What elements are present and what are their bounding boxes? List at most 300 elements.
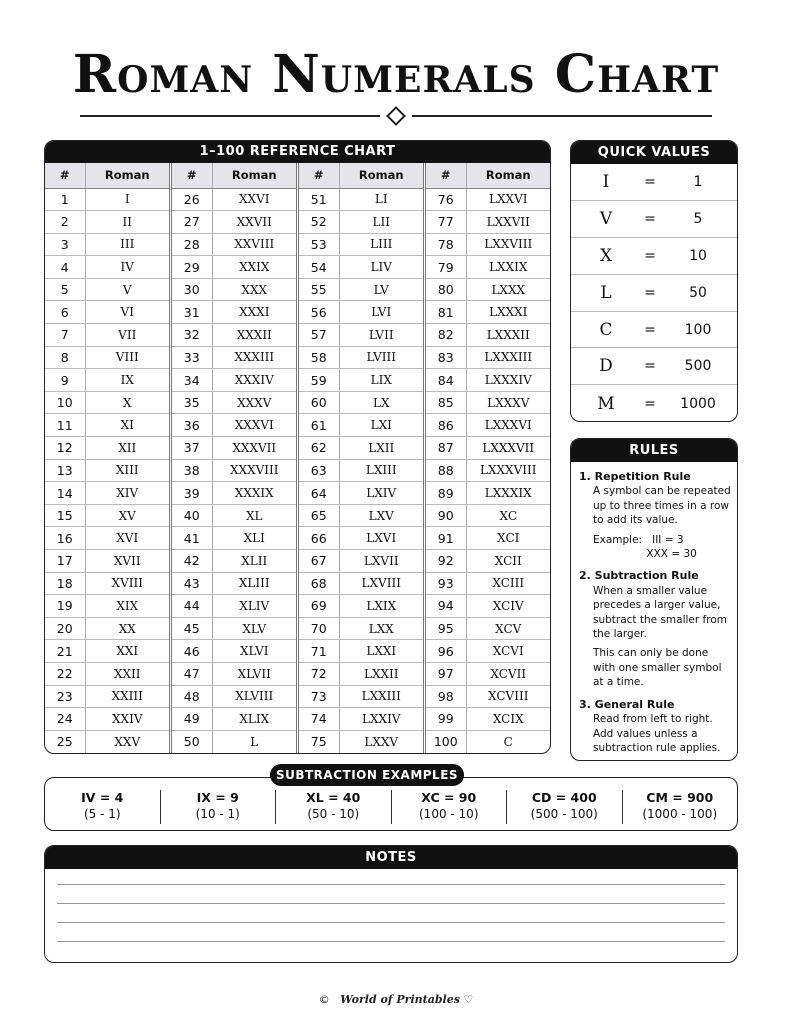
table-row [299,527,423,550]
quick-values-header: QUICK VALUES [571,141,737,164]
table-row [299,662,423,685]
table-row [172,685,296,708]
roman-numeral-cell: XLI [212,527,296,550]
reference-chart [44,140,551,754]
arabic-number-cell: 94 [426,595,466,618]
quick-value-symbol: L [600,282,612,303]
arabic-number-cell: 32 [172,324,212,347]
table-row [172,346,296,369]
rules-body [571,462,737,755]
reference-column [423,163,550,753]
arabic-number-cell: 52 [299,211,339,234]
table-row [45,730,169,753]
table-row [45,685,169,708]
roman-numeral-cell: I [85,188,169,211]
quick-value-symbol: V [599,208,613,229]
roman-numeral-cell: LXXXIV [466,369,550,392]
roman-numeral-cell: XVI [85,527,169,550]
title-divider-right [412,115,712,117]
table-row [45,527,169,550]
roman-numeral-cell: XL [212,504,296,527]
arabic-number-cell: 58 [299,346,339,369]
roman-numeral-cell: LXIV [339,482,423,505]
roman-numeral-cell: XIII [85,459,169,482]
table-row [45,301,169,324]
table-row [299,437,423,460]
roman-numeral-cell: L [212,730,296,753]
table-row [426,278,550,301]
roman-numeral-cell: LIV [339,256,423,279]
roman-numeral-cell: X [85,391,169,414]
subtraction-example-equation: XC = 90 [421,790,477,805]
arabic-number-cell: 40 [172,504,212,527]
arabic-number-cell: 63 [299,459,339,482]
roman-numeral-cell: XCII [466,550,550,573]
roman-numeral-cell: XLII [212,550,296,573]
roman-numeral-cell: LXXXI [466,301,550,324]
table-row [426,459,550,482]
subtraction-example-equation: IV = 4 [81,790,124,805]
table-row [299,414,423,437]
arabic-number-cell: 25 [56,734,73,750]
arabic-number-cell: 21 [45,640,85,663]
arabic-number-cell: 61 [299,414,339,437]
roman-numeral-cell: LXVI [339,527,423,550]
quick-value-symbol: C [599,319,613,340]
table-row [45,391,169,414]
arabic-number-cell: 80 [426,278,466,301]
table-row [45,572,169,595]
copyright-icon: © [318,993,330,1006]
roman-numeral-cell: III [85,233,169,256]
table-row [299,324,423,347]
general-rule-title: 3. General Rule [579,697,675,711]
roman-numeral-cell: V [85,278,169,301]
roman-numeral-cell: XXIII [85,685,169,708]
table-row [299,730,423,753]
table-row [172,211,296,234]
arabic-number-cell: 93 [426,572,466,595]
arabic-number-cell: 3 [45,233,85,256]
table-row [172,662,296,685]
column-header-number: # [426,163,466,188]
table-row [426,572,550,595]
subtraction-example [622,790,738,824]
arabic-number-cell: 10 [45,391,85,414]
quick-value-symbol: X [599,245,613,266]
roman-numeral-cell: LXVII [339,550,423,573]
arabic-number-cell: 69 [299,595,339,618]
table-row [426,256,550,279]
table-row [45,233,169,256]
arabic-number-cell: 96 [426,640,466,663]
arabic-number-cell: 44 [172,595,212,618]
roman-numeral-cell: LXXXVI [466,414,550,437]
column-header-roman: Roman [212,163,296,188]
arabic-number-cell: 73 [299,685,339,708]
heart-icon: ♡ [463,993,474,1006]
arabic-number-cell: 53 [299,233,339,256]
arabic-number-cell: 78 [426,233,466,256]
roman-numeral-cell: LV [339,278,423,301]
roman-numeral-cell: LXX [339,617,423,640]
reference-column [296,163,423,753]
table-row [426,685,550,708]
arabic-number-cell: 50 [183,734,200,750]
roman-numeral-cell: XXXIII [212,346,296,369]
roman-numeral-cell: LXXXIII [466,346,550,369]
table-row [299,685,423,708]
table-row [172,391,296,414]
table-row [299,278,423,301]
arabic-number-cell: 26 [172,188,212,211]
quick-value-number: 1000 [680,395,716,412]
table-row [172,437,296,460]
quick-value-number: 5 [693,210,703,227]
roman-numeral-cell: LVI [339,301,423,324]
quick-value-number: 50 [689,284,707,301]
table-row [299,708,423,731]
table-row [45,346,169,369]
arabic-number-cell: 28 [172,233,212,256]
arabic-number-cell: 37 [172,437,212,460]
arabic-number-cell: 45 [172,617,212,640]
quick-value-equals: = [644,284,656,301]
subtraction-example [506,790,622,824]
table-row [45,437,169,460]
quick-value-number: 100 [684,321,712,338]
table-row [426,233,550,256]
quick-value-equals: = [644,358,656,375]
reference-column [169,163,296,753]
arabic-number-cell: 74 [299,708,339,731]
table-row [426,324,550,347]
roman-numeral-cell: LXXXII [466,324,550,347]
table-row [172,324,296,347]
arabic-number-cell: 48 [172,685,212,708]
table-row [45,188,169,211]
table-row [426,550,550,573]
roman-numeral-cell: XCVI [466,640,550,663]
roman-numeral-cell: XLV [212,617,296,640]
table-row [45,211,169,234]
quick-value-equals: = [644,173,656,190]
arabic-number-cell: 92 [426,550,466,573]
table-row [299,301,423,324]
roman-numeral-cell: XX [85,617,169,640]
column-header-number: # [45,163,85,188]
roman-numeral-cell: XXXIV [212,369,296,392]
arabic-number-cell: 57 [299,324,339,347]
roman-numeral-cell: XXVII [212,211,296,234]
arabic-number-cell: 24 [45,708,85,731]
table-row [299,572,423,595]
roman-numeral-cell: XCV [466,617,550,640]
arabic-number-cell: 17 [45,550,85,573]
roman-numeral-cell: LXXV [339,730,423,753]
table-row [299,369,423,392]
subtraction-examples-header: SUBTRACTION EXAMPLES [270,764,464,786]
roman-numeral-cell: LVII [339,324,423,347]
arabic-number-cell: 2 [45,211,85,234]
roman-numeral-cell: XI [85,414,169,437]
column-header-number: # [172,163,212,188]
table-row [299,459,423,482]
diamond-ornament-icon [386,106,406,126]
arabic-number-cell: 47 [172,662,212,685]
subtraction-example [160,790,276,824]
column-header-roman: Roman [85,163,169,188]
subtraction-rule-title: 2. Subtraction Rule [579,569,699,583]
column-header-roman: Roman [339,163,423,188]
table-row [172,459,296,482]
table-row [172,256,296,279]
table-row [426,730,550,753]
arabic-number-cell: 60 [299,391,339,414]
table-row [45,369,169,392]
table-row [299,595,423,618]
table-row [172,640,296,663]
roman-numeral-cell: XXII [85,662,169,685]
table-row [299,188,423,211]
reference-chart-columns [45,163,550,753]
arabic-number-cell: 81 [426,301,466,324]
quick-value-row [571,348,737,385]
roman-numeral-cell: XLVIII [212,685,296,708]
arabic-number-cell: 8 [45,346,85,369]
subtraction-rule-note: This can only be done with one smaller symbol at a time. [593,647,722,689]
arabic-number-cell: 88 [426,459,466,482]
title-divider-left [80,115,380,117]
arabic-number-cell: 19 [45,595,85,618]
quick-value-row [571,275,737,312]
roman-numeral-cell: XIX [85,595,169,618]
subtraction-example-equation: IX = 9 [196,790,239,805]
table-row [172,504,296,527]
subtraction-rule-text: When a smaller value precedes a larger value, subtract the smaller from the larger. [593,584,727,641]
roman-numeral-cell: LXXVII [466,211,550,234]
table-row [45,708,169,731]
roman-numeral-cell: C [466,730,550,753]
arabic-number-cell: 15 [45,504,85,527]
arabic-number-cell: 12 [45,437,85,460]
quick-value-number: 10 [689,247,707,264]
roman-numeral-cell: LIX [339,369,423,392]
table-row [299,640,423,663]
arabic-number-cell: 42 [172,550,212,573]
table-row [426,482,550,505]
roman-numeral-cell: LXV [339,504,423,527]
arabic-number-cell: 27 [172,211,212,234]
table-row [45,504,169,527]
arabic-number-cell: 9 [45,369,85,392]
arabic-number-cell: 76 [426,188,466,211]
page-title: Roman Numerals Chart [72,44,720,105]
roman-numeral-cell: XXX [212,278,296,301]
arabic-number-cell: 38 [172,459,212,482]
roman-numeral-cell: LXI [339,414,423,437]
arabic-number-cell: 82 [426,324,466,347]
table-row [45,550,169,573]
roman-numeral-cell: XXXI [212,301,296,324]
notes-line [57,903,725,904]
arabic-number-cell: 1 [45,188,85,211]
quick-value-row [571,164,737,201]
arabic-number-cell: 90 [426,504,466,527]
table-row [172,369,296,392]
quick-value-row [571,238,737,275]
roman-numeral-cell: XLIX [212,708,296,731]
arabic-number-cell: 87 [426,437,466,460]
table-row [172,233,296,256]
roman-numeral-cell: LXXXVIII [466,459,550,482]
roman-numeral-cell: XVII [85,550,169,573]
roman-numeral-cell: XCVIII [466,685,550,708]
reference-column [45,163,169,753]
table-row [172,708,296,731]
table-row [426,504,550,527]
repetition-rule-title: 1. Repetition Rule [579,470,691,483]
roman-numeral-cell: XV [85,504,169,527]
table-row [426,369,550,392]
roman-numeral-cell: XII [85,437,169,460]
table-row [426,414,550,437]
arabic-number-cell: 14 [45,482,85,505]
roman-numeral-cell: XXVI [212,188,296,211]
roman-numeral-cell: XXXVII [212,437,296,460]
table-row [426,708,550,731]
notes-line [57,884,725,885]
example-line: Example: III = 3 [593,533,684,546]
table-row [172,550,296,573]
arabic-number-cell: 4 [45,256,85,279]
quick-value-equals: = [644,247,656,264]
subtraction-example-calculation: (50 - 10) [307,807,360,821]
roman-numeral-cell: XXXII [212,324,296,347]
table-row [299,391,423,414]
table-row [172,414,296,437]
roman-numeral-cell: VI [85,301,169,324]
roman-numeral-cell: LXXXVII [466,437,550,460]
subtraction-example-calculation: (500 - 100) [530,807,598,821]
roman-numeral-cell: XXXVI [212,414,296,437]
arabic-number-cell: 34 [172,369,212,392]
arabic-number-cell: 79 [426,256,466,279]
arabic-number-cell: 83 [426,346,466,369]
quick-values-list [571,164,737,422]
roman-numeral-cell: XIV [85,482,169,505]
arabic-number-cell: 56 [299,301,339,324]
table-row [45,459,169,482]
table-row [299,504,423,527]
table-row [426,595,550,618]
subtraction-example-equation: XL = 40 [306,790,361,805]
roman-numeral-cell: VII [85,324,169,347]
roman-numeral-cell: LXIII [339,459,423,482]
example-line: XXX = 30 [593,548,697,561]
roman-numeral-cell: XLVII [212,662,296,685]
roman-numeral-cell: XCIX [466,708,550,731]
arabic-number-cell: 20 [45,617,85,640]
roman-numeral-cell: XLIV [212,595,296,618]
subtraction-example-equation: CD = 400 [531,790,597,805]
table-row [299,617,423,640]
footer [0,993,792,1006]
subtraction-example [45,790,160,824]
subtraction-example [275,790,391,824]
roman-numeral-cell: LXXII [339,662,423,685]
roman-numeral-cell: LXXX [466,278,550,301]
table-row [172,482,296,505]
arabic-number-cell: 43 [172,572,212,595]
quick-value-number: 1 [693,173,703,190]
arabic-number-cell: 70 [299,617,339,640]
roman-numeral-cell: LXXIX [466,256,550,279]
table-row [299,211,423,234]
arabic-number-cell: 67 [299,550,339,573]
roman-numeral-cell: XC [466,504,550,527]
roman-numeral-cell: XXVIII [212,233,296,256]
arabic-number-cell: 65 [299,504,339,527]
table-row [45,595,169,618]
roman-numeral-cell: LVIII [339,346,423,369]
arabic-number-cell: 77 [426,211,466,234]
subtraction-example-calculation: (1000 - 100) [642,807,718,821]
table-row [299,482,423,505]
repetition-rule-text: A symbol can be repeated up to three times in a row to add its value. [593,485,731,527]
table-row [45,256,169,279]
table-row [45,662,169,685]
subtraction-example-calculation: (100 - 10) [419,807,479,821]
roman-numeral-cell: LXXI [339,640,423,663]
subtraction-example [391,790,507,824]
arabic-number-cell: 86 [426,414,466,437]
arabic-number-cell: 71 [299,640,339,663]
table-row [426,301,550,324]
roman-numeral-cell: XCIV [466,595,550,618]
notes-line [57,922,725,923]
arabic-number-cell: 59 [299,369,339,392]
arabic-number-cell: 33 [172,346,212,369]
arabic-number-cell: 89 [426,482,466,505]
roman-numeral-cell: XLIII [212,572,296,595]
table-row [299,550,423,573]
roman-numeral-cell: XCVII [466,662,550,685]
arabic-number-cell: 85 [426,391,466,414]
roman-numeral-cell: LXVIII [339,572,423,595]
table-row [45,640,169,663]
table-row [172,730,296,753]
table-row [426,527,550,550]
arabic-number-cell: 16 [45,527,85,550]
arabic-number-cell: 62 [299,437,339,460]
table-row [426,437,550,460]
roman-numeral-cell: XXV [85,730,169,753]
arabic-number-cell: 35 [172,391,212,414]
quick-value-equals: = [644,321,656,338]
roman-numeral-cell: IV [85,256,169,279]
table-row [172,301,296,324]
roman-numeral-cell: XXXVIII [212,459,296,482]
arabic-number-cell: 5 [45,278,85,301]
rules-panel [570,438,738,761]
reference-chart-header: 1–100 REFERENCE CHART [45,141,550,163]
quick-value-symbol: M [597,393,615,414]
table-row [172,572,296,595]
table-row [45,414,169,437]
subtraction-example-equation: CM = 900 [646,790,714,805]
arabic-number-cell: 46 [172,640,212,663]
